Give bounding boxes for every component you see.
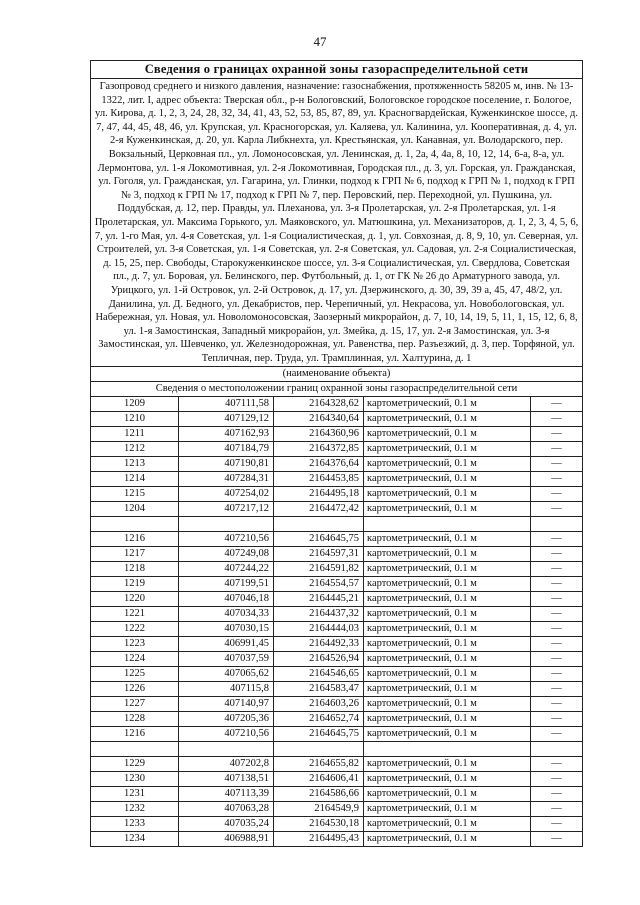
document-title: Сведения о границах охранной зоны газораспределительной сети	[91, 61, 583, 79]
location-caption-row	[91, 382, 583, 397]
method-cell: картометрический, 0.1 м	[364, 667, 531, 682]
y-coordinate-cell: 2164606,41	[274, 772, 364, 787]
x-coordinate-cell: 407217,12	[179, 502, 274, 517]
x-coordinate-cell: 406988,91	[179, 832, 274, 847]
point-number-cell: 1210	[91, 412, 179, 427]
method-cell: картометрический, 0.1 м	[364, 802, 531, 817]
boundary-table-body	[91, 61, 583, 847]
y-coordinate-cell: 2164360,96	[274, 427, 364, 442]
point-number-cell: 1211	[91, 427, 179, 442]
table-row	[91, 772, 583, 787]
x-coordinate-cell: 407063,28	[179, 802, 274, 817]
note-cell: —	[531, 607, 583, 622]
y-coordinate-cell: 2164530,18	[274, 817, 364, 832]
method-cell: картометрический, 0.1 м	[364, 442, 531, 457]
x-coordinate-cell: 407046,18	[179, 592, 274, 607]
method-cell: картометрический, 0.1 м	[364, 547, 531, 562]
x-coordinate-cell: 407138,51	[179, 772, 274, 787]
method-cell: картометрический, 0.1 м	[364, 427, 531, 442]
note-cell: —	[531, 832, 583, 847]
note-cell: —	[531, 487, 583, 502]
point-number-cell: 1204	[91, 502, 179, 517]
empty-cell	[91, 517, 179, 532]
method-cell: картометрический, 0.1 м	[364, 502, 531, 517]
point-number-cell: 1209	[91, 397, 179, 412]
note-cell: —	[531, 397, 583, 412]
method-cell: картометрический, 0.1 м	[364, 487, 531, 502]
x-coordinate-cell: 407190,81	[179, 457, 274, 472]
method-cell: картометрический, 0.1 м	[364, 817, 531, 832]
x-coordinate-cell: 407210,56	[179, 727, 274, 742]
x-coordinate-cell: 407210,56	[179, 532, 274, 547]
x-coordinate-cell: 407249,08	[179, 547, 274, 562]
table-row	[91, 697, 583, 712]
x-coordinate-cell: 407115,8	[179, 682, 274, 697]
table-row	[91, 412, 583, 427]
table-row	[91, 727, 583, 742]
x-coordinate-cell: 407184,79	[179, 442, 274, 457]
table-row	[91, 502, 583, 517]
note-cell: —	[531, 442, 583, 457]
table-row	[91, 562, 583, 577]
y-coordinate-cell: 2164603,26	[274, 697, 364, 712]
x-coordinate-cell: 407113,39	[179, 787, 274, 802]
y-coordinate-cell: 2164526,94	[274, 652, 364, 667]
method-cell: картометрический, 0.1 м	[364, 397, 531, 412]
point-number-cell: 1225	[91, 667, 179, 682]
method-cell: картометрический, 0.1 м	[364, 472, 531, 487]
method-cell: картометрический, 0.1 м	[364, 637, 531, 652]
method-cell: картометрический, 0.1 м	[364, 787, 531, 802]
note-cell: —	[531, 457, 583, 472]
x-coordinate-cell: 407030,15	[179, 622, 274, 637]
y-coordinate-cell: 2164444,03	[274, 622, 364, 637]
empty-cell	[531, 517, 583, 532]
point-number-cell: 1230	[91, 772, 179, 787]
note-cell: —	[531, 592, 583, 607]
empty-cell	[179, 517, 274, 532]
note-cell: —	[531, 652, 583, 667]
y-coordinate-cell: 2164586,66	[274, 787, 364, 802]
method-cell: картометрический, 0.1 м	[364, 682, 531, 697]
x-coordinate-cell: 407129,12	[179, 412, 274, 427]
point-number-cell: 1219	[91, 577, 179, 592]
empty-cell	[274, 742, 364, 757]
table-row	[91, 652, 583, 667]
point-number-cell: 1227	[91, 697, 179, 712]
empty-cell	[364, 742, 531, 757]
method-cell: картометрический, 0.1 м	[364, 712, 531, 727]
table-row	[91, 832, 583, 847]
method-cell: картометрический, 0.1 м	[364, 652, 531, 667]
table-row	[91, 577, 583, 592]
x-coordinate-cell: 406991,45	[179, 637, 274, 652]
y-coordinate-cell: 2164340,64	[274, 412, 364, 427]
table-row	[91, 682, 583, 697]
point-number-cell: 1221	[91, 607, 179, 622]
x-coordinate-cell: 407284,31	[179, 472, 274, 487]
table-row	[91, 787, 583, 802]
note-cell: —	[531, 427, 583, 442]
note-cell: —	[531, 562, 583, 577]
y-coordinate-cell: 2164492,33	[274, 637, 364, 652]
note-cell: —	[531, 787, 583, 802]
point-number-cell: 1233	[91, 817, 179, 832]
note-cell: —	[531, 532, 583, 547]
note-cell: —	[531, 472, 583, 487]
y-coordinate-cell: 2164549,9	[274, 802, 364, 817]
table-row	[91, 607, 583, 622]
note-cell: —	[531, 757, 583, 772]
empty-cell	[274, 517, 364, 532]
object-caption-row	[91, 367, 583, 382]
y-coordinate-cell: 2164655,82	[274, 757, 364, 772]
empty-cell	[364, 517, 531, 532]
table-row	[91, 757, 583, 772]
note-cell: —	[531, 502, 583, 517]
y-coordinate-cell: 2164445,21	[274, 592, 364, 607]
boundary-document	[90, 60, 582, 847]
method-cell: картометрический, 0.1 м	[364, 562, 531, 577]
point-number-cell: 1222	[91, 622, 179, 637]
table-row	[91, 712, 583, 727]
table-row	[91, 442, 583, 457]
method-cell: картометрический, 0.1 м	[364, 757, 531, 772]
method-cell: картометрический, 0.1 м	[364, 832, 531, 847]
note-cell: —	[531, 547, 583, 562]
note-cell: —	[531, 817, 583, 832]
x-coordinate-cell: 407199,51	[179, 577, 274, 592]
title-row	[91, 61, 583, 79]
point-number-cell: 1220	[91, 592, 179, 607]
empty-cell	[179, 742, 274, 757]
x-coordinate-cell: 407111,58	[179, 397, 274, 412]
method-cell: картометрический, 0.1 м	[364, 592, 531, 607]
note-cell: —	[531, 667, 583, 682]
method-cell: картометрический, 0.1 м	[364, 622, 531, 637]
description-row	[91, 79, 583, 367]
boundary-table	[90, 60, 583, 847]
table-row	[91, 817, 583, 832]
x-coordinate-cell: 407202,8	[179, 757, 274, 772]
method-cell: картометрический, 0.1 м	[364, 532, 531, 547]
table-row	[91, 667, 583, 682]
x-coordinate-cell: 407065,62	[179, 667, 274, 682]
note-cell: —	[531, 412, 583, 427]
point-number-cell: 1218	[91, 562, 179, 577]
note-cell: —	[531, 577, 583, 592]
point-number-cell: 1214	[91, 472, 179, 487]
table-row	[91, 397, 583, 412]
point-number-cell: 1232	[91, 802, 179, 817]
x-coordinate-cell: 407035,24	[179, 817, 274, 832]
y-coordinate-cell: 2164591,82	[274, 562, 364, 577]
method-cell: картометрический, 0.1 м	[364, 697, 531, 712]
note-cell: —	[531, 637, 583, 652]
note-cell: —	[531, 622, 583, 637]
y-coordinate-cell: 2164328,62	[274, 397, 364, 412]
y-coordinate-cell: 2164453,85	[274, 472, 364, 487]
y-coordinate-cell: 2164372,85	[274, 442, 364, 457]
page-number: 47	[313, 34, 327, 49]
y-coordinate-cell: 2164495,43	[274, 832, 364, 847]
method-cell: картометрический, 0.1 м	[364, 457, 531, 472]
x-coordinate-cell: 407034,33	[179, 607, 274, 622]
note-cell: —	[531, 727, 583, 742]
object-caption: (наименование объекта)	[91, 367, 583, 382]
point-number-cell: 1224	[91, 652, 179, 667]
table-row	[91, 472, 583, 487]
empty-cell	[531, 742, 583, 757]
point-number-cell: 1223	[91, 637, 179, 652]
x-coordinate-cell: 407037,59	[179, 652, 274, 667]
method-cell: картометрический, 0.1 м	[364, 412, 531, 427]
method-cell: картометрический, 0.1 м	[364, 577, 531, 592]
method-cell: картометрический, 0.1 м	[364, 727, 531, 742]
y-coordinate-cell: 2164472,42	[274, 502, 364, 517]
point-number-cell: 1216	[91, 727, 179, 742]
table-row	[91, 457, 583, 472]
table-row	[91, 532, 583, 547]
method-cell: картометрический, 0.1 м	[364, 772, 531, 787]
point-number-cell: 1229	[91, 757, 179, 772]
point-number-cell: 1216	[91, 532, 179, 547]
note-cell: —	[531, 682, 583, 697]
location-caption: Сведения о местоположении границ охранной зоны газораспределительной сети	[91, 382, 583, 397]
y-coordinate-cell: 2164376,64	[274, 457, 364, 472]
y-coordinate-cell: 2164645,75	[274, 727, 364, 742]
note-cell: —	[531, 697, 583, 712]
empty-cell	[91, 742, 179, 757]
group-separator-row	[91, 742, 583, 757]
y-coordinate-cell: 2164546,65	[274, 667, 364, 682]
x-coordinate-cell: 407205,36	[179, 712, 274, 727]
point-number-cell: 1215	[91, 487, 179, 502]
y-coordinate-cell: 2164495,18	[274, 487, 364, 502]
y-coordinate-cell: 2164597,31	[274, 547, 364, 562]
point-number-cell: 1226	[91, 682, 179, 697]
x-coordinate-cell: 407254,02	[179, 487, 274, 502]
x-coordinate-cell: 407140,97	[179, 697, 274, 712]
method-cell: картометрический, 0.1 м	[364, 607, 531, 622]
note-cell: —	[531, 712, 583, 727]
x-coordinate-cell: 407244,22	[179, 562, 274, 577]
table-row	[91, 592, 583, 607]
y-coordinate-cell: 2164583,47	[274, 682, 364, 697]
note-cell: —	[531, 772, 583, 787]
point-number-cell: 1217	[91, 547, 179, 562]
table-row	[91, 547, 583, 562]
group-separator-row	[91, 517, 583, 532]
point-number-cell: 1212	[91, 442, 179, 457]
y-coordinate-cell: 2164437,32	[274, 607, 364, 622]
point-number-cell: 1231	[91, 787, 179, 802]
table-row	[91, 802, 583, 817]
note-cell: —	[531, 802, 583, 817]
y-coordinate-cell: 2164652,74	[274, 712, 364, 727]
point-number-cell: 1213	[91, 457, 179, 472]
table-row	[91, 487, 583, 502]
object-description: Газопровод среднего и низкого давления, назначение: газоснабжения, протяженность 58205 м, инв. № 13-1322, лит. I, адрес объекта: Тверская обл., р-н Бологовский, Бологовское городское поселение, г. Бологое, ул. Кирова, д. 1, 2, 3, 24, 28, 32, 34, 41, 43, 52, 53, 85, 87, 89, ул. Красногвардейская, Куженкинское шоссе, д. 7, 47, 44, 45, 48, 46, ул. Крупская, ул. Красногорская, ул. Каляева, ул. Калинина, ул. Кооперативная, д. 4, ул. 2-я Куженкинская, д. 20, ул. Карла Либкнехта, ул. Крестьянская, ул. Канавная, ул. Володарского, пер. Вокзальный, Церковная пл., ул. Ломоносовская, ул. Ленинская, д. 1, 2а, 4, 4а, 8, 10, 12, 14, 6-а, 8-а, ул. Лермонтова, ул. 1-я Локомотивная, ул. 2-я Локомотивная, Городская пл., д. 3, ул. Горская, ул. Гражданская, ул. Гоголя, ул. Гражданская, ул. Гагарина, ул. Глинки, подход к ГРП № 6, подход к ГРП № 1, подход к ГРП № 3, подход к ГРП № 17, подход к ГРП № 7, пер. Перовский, пер. Переходной, ул. Пушкина, ул. Поддубская, д. 12, пер. Правды, ул. Плеханова, ул. 3-я Пролетарская, ул. 2-я Пролетарская, ул. 1-я Пролетарская, ул. Максима Горького, ул. Маяковского, ул. Матюшкина, ул. Механизаторов, д. 1, 2, 3, 4, 5, 6, 7, ул. 1-го Мая, ул. 4-я Советская, ул. 1-я Социалистическая, д. 1, ул. Совхозная, д. 8, 9, 10, ул. Северная, ул. Строителей, ул. 3-я Советская, ул. 1-я Советская, ул. 2-я Советская, ул. Садовая, ул. 2-я Социалистическая, д. 15, 25, пер. Свободы, Старокуженкинское шоссе, ул. 3-я Социалистическая, ул. Свердлова, Советская пл., д. 7, ул. Боровая, ул. Белинского, пер. Футбольный, д. 1, от ГК № 26 до Арматурного завода, ул. Урицкого, ул. 1-й Островок, ул. 2-й Островок, д. 17, ул. Дзержинского, д. 30, 39, 39 а, 45, 47, 48/2, ул. Данилина, ул. Д. Бедного, ул. Декабристов, пер. Черепичный, ул. Некрасова, ул. Новобологовская, ул. Набережная, ул. Новая, ул. Новоломоносовская, Заозерный микрорайон, д. 7, 10, 14, 19, 5, 11, 1, 15, 12, 6, 8, ул. 1-я Замостинская, Западный микрорайон, ул. Змейка, д. 15, 17, ул. 2-я Замостинская, ул. 3-я Замостинская, ул. Шевченко, ул. Железнодорожная, ул. Равенства, пер. Разъезжий, д. 3, пер. Торфяной, ул. Тепличная, пер. Труда, ул. Трамплинная, ул. Халтурина, д. 1	[91, 79, 583, 367]
y-coordinate-cell: 2164554,57	[274, 577, 364, 592]
x-coordinate-cell: 407162,93	[179, 427, 274, 442]
point-number-cell: 1228	[91, 712, 179, 727]
y-coordinate-cell: 2164645,75	[274, 532, 364, 547]
point-number-cell: 1234	[91, 832, 179, 847]
table-row	[91, 427, 583, 442]
table-row	[91, 622, 583, 637]
table-row	[91, 637, 583, 652]
